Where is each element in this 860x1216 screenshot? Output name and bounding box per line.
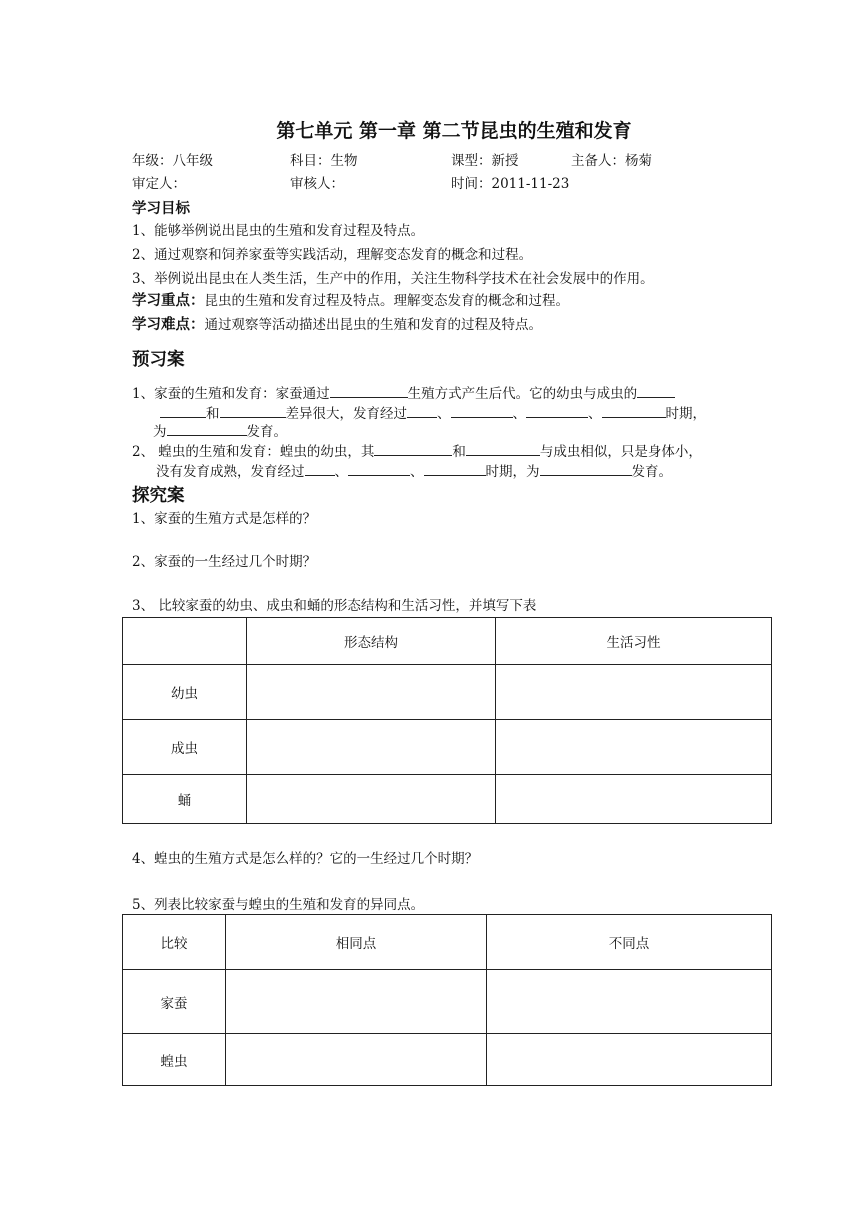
explore-heading: 探究案	[132, 486, 185, 506]
q2-text: 和	[452, 444, 466, 460]
preview-q1-line1	[132, 383, 675, 403]
page-title: 第七单元 第一章 第二节昆虫的生殖和发育	[276, 120, 632, 142]
goal-item: 2、通过观察和饲养家蚕等实践活动，理解变态发育的概念和过程。	[132, 247, 533, 263]
preview-q1-line2	[160, 403, 706, 423]
explore-q1: 1、家蚕的生殖方式是怎样的？	[132, 511, 317, 527]
table-cell[interactable]	[226, 1034, 487, 1086]
table-cell[interactable]	[247, 720, 496, 775]
q1-text: 、	[588, 406, 602, 422]
goals-heading: 学习目标	[132, 201, 190, 217]
table-cell[interactable]	[226, 970, 487, 1034]
blank[interactable]	[466, 441, 540, 456]
table-cell[interactable]	[487, 970, 772, 1034]
key-point-label: 学习重点：	[132, 293, 205, 309]
table-cell[interactable]	[496, 665, 772, 720]
difficulty-line	[132, 316, 542, 334]
q2-text: 、	[410, 464, 424, 480]
difficulty-text: 通过观察等活动描述出昆虫的生殖和发育的过程及特点。	[204, 317, 542, 333]
blank[interactable]	[526, 403, 588, 418]
q2-text: 2、 蝗虫的生殖和发育：蝗虫的幼虫，其	[132, 444, 375, 460]
blank[interactable]	[220, 403, 286, 418]
silkworm-locust-compare-table	[122, 914, 772, 1086]
blank[interactable]	[424, 461, 486, 476]
blank[interactable]	[374, 441, 452, 456]
goal-item: 1、能够举例说出昆虫的生殖和发育过程及特点。	[132, 223, 425, 239]
q1-text: 发育。	[246, 424, 287, 440]
table-header-cell: 形态结构	[247, 618, 496, 665]
q2-text: 发育。	[631, 464, 672, 480]
blank[interactable]	[330, 383, 408, 398]
key-point-text: 昆虫的生殖和发育过程及特点。理解变态发育的概念和过程。	[204, 293, 569, 309]
table-header-cell: 相同点	[226, 915, 487, 970]
preview-heading: 预习案	[132, 350, 185, 370]
table-header-cell: 不同点	[487, 915, 772, 970]
difficulty-label: 学习难点：	[132, 317, 205, 333]
explore-q3: 3、 比较家蚕的幼虫、成虫和蛹的形态结构和生活习性，并填写下表	[132, 598, 537, 614]
row-label: 成虫	[123, 720, 247, 775]
q1-text: 和	[206, 406, 220, 422]
q2-text: 没有发育成熟，发育经过	[156, 464, 305, 480]
table-cell[interactable]	[496, 775, 772, 824]
reviewer-field: 审核人：	[290, 176, 344, 192]
row-label: 家蚕	[123, 970, 226, 1034]
q2-text: 与成虫相似，只是身体小，	[539, 444, 702, 460]
blank[interactable]	[160, 403, 206, 418]
explore-q4: 4、蝗虫的生殖方式是怎么样的？它的一生经过几个时期？	[132, 851, 479, 867]
q1-text: 为	[153, 424, 167, 440]
row-label: 蛹	[123, 775, 247, 824]
q2-text: 、	[334, 464, 348, 480]
blank[interactable]	[305, 461, 335, 476]
grade-field: 年级：八年级	[132, 153, 213, 169]
table-header-cell: 生活习性	[496, 618, 772, 665]
blank[interactable]	[602, 403, 666, 418]
approver-field: 审定人：	[132, 176, 186, 192]
explore-q2: 2、家蚕的一生经过几个时期？	[132, 554, 317, 570]
q1-text: 1、家蚕的生殖和发育：家蚕通过	[132, 386, 330, 402]
preview-q2-line2	[156, 461, 672, 481]
key-point-line	[132, 292, 569, 310]
q2-text: 时期，为	[485, 464, 540, 480]
blank[interactable]	[348, 461, 410, 476]
row-label: 蝗虫	[123, 1034, 226, 1086]
row-label: 幼虫	[123, 665, 247, 720]
lesson-type-field: 课型：新授	[451, 153, 519, 169]
blank[interactable]	[637, 383, 675, 398]
q1-text: 时期，	[665, 406, 706, 422]
preview-q1-line3	[153, 421, 287, 441]
preparer-field: 主备人：杨菊	[571, 153, 652, 169]
table-cell[interactable]	[496, 720, 772, 775]
blank[interactable]	[540, 461, 632, 476]
table-cell[interactable]	[247, 665, 496, 720]
q1-text: 、	[437, 406, 451, 422]
preview-q2-line1	[132, 441, 702, 461]
q1-text: 生殖方式产生后代。它的幼虫与成虫的	[407, 386, 638, 402]
table-cell[interactable]	[247, 775, 496, 824]
goal-item: 3、举例说出昆虫在人类生活，生产中的作用，关注生物科学技术在社会发展中的作用。	[132, 271, 654, 287]
table-header-cell	[123, 618, 247, 665]
blank[interactable]	[167, 421, 247, 436]
subject-field: 科目：生物	[290, 153, 358, 169]
explore-q5: 5、列表比较家蚕与蝗虫的生殖和发育的异同点。	[132, 897, 425, 913]
table-header-cell: 比较	[123, 915, 226, 970]
blank[interactable]	[451, 403, 513, 418]
date-field: 时间：2011-11-23	[451, 176, 570, 192]
q1-text: 、	[512, 406, 526, 422]
blank[interactable]	[407, 403, 437, 418]
silkworm-compare-table	[122, 617, 772, 824]
table-cell[interactable]	[487, 1034, 772, 1086]
q1-text: 差异很大，发育经过	[285, 406, 407, 422]
